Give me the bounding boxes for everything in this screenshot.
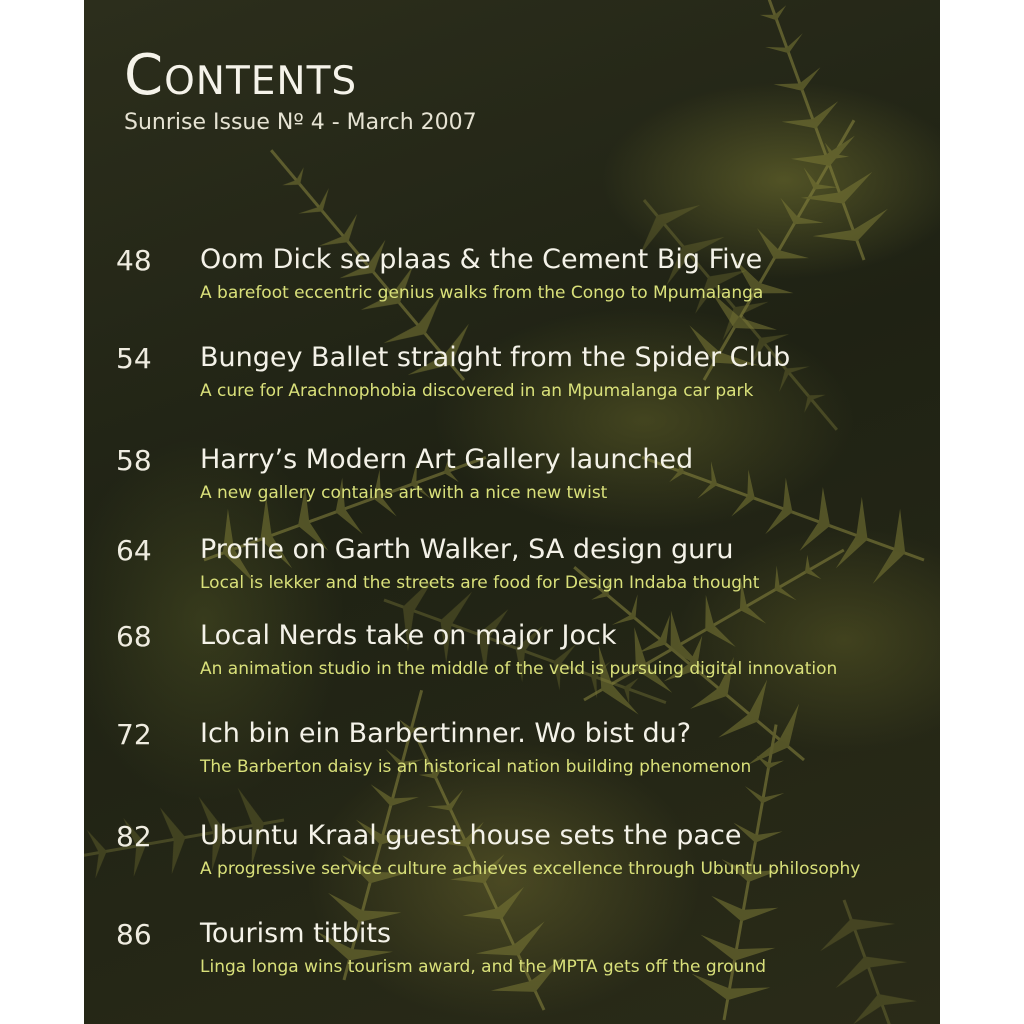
article-title: Profile on Garth Walker, SA design guru	[200, 534, 734, 565]
article-subtitle: A progressive service culture achieves excellence through Ubuntu philosophy	[200, 859, 861, 879]
article-title: Oom Dick se plaas & the Cement Big Five	[200, 244, 763, 275]
page-number: 54	[116, 342, 152, 375]
page-number: 64	[116, 534, 152, 567]
article-title: Tourism titbits	[200, 918, 392, 949]
article-title: Ich bin ein Barbertinner. Wo bist du?	[200, 718, 692, 749]
article-subtitle: A barefoot eccentric genius walks from the Congo to Mpumalanga	[200, 283, 764, 303]
article-subtitle: A cure for Arachnophobia discovered in an Mpumalanga car park	[200, 381, 754, 401]
article-subtitle: A new gallery contains art with a nice new twist	[200, 483, 608, 503]
contents-page	[84, 0, 940, 1024]
article-subtitle: Local is lekker and the streets are food for Design Indaba thought	[200, 573, 760, 593]
page-number: 82	[116, 820, 152, 853]
article-title: Local Nerds take on major Jock	[200, 620, 617, 651]
page-number: 86	[116, 918, 152, 951]
article-title: Ubuntu Kraal guest house sets the pace	[200, 820, 742, 851]
issue-line: Sunrise Issue Nº 4 - March 2007	[124, 110, 477, 135]
article-subtitle: An animation studio in the middle of the veld is pursuing digital innovation	[200, 659, 838, 679]
page-header	[124, 44, 477, 135]
page-number: 68	[116, 620, 152, 653]
page-number: 58	[116, 444, 152, 477]
article-title: Bungey Ballet straight from the Spider Club	[200, 342, 791, 373]
page-title: Contents	[124, 43, 358, 108]
page-number: 48	[116, 244, 152, 277]
article-title: Harry’s Modern Art Gallery launched	[200, 444, 694, 475]
page-number: 72	[116, 718, 152, 751]
article-subtitle: The Barberton daisy is an historical nation building phenomenon	[200, 757, 752, 777]
article-subtitle: Linga longa wins tourism award, and the MPTA gets off the ground	[200, 957, 767, 977]
